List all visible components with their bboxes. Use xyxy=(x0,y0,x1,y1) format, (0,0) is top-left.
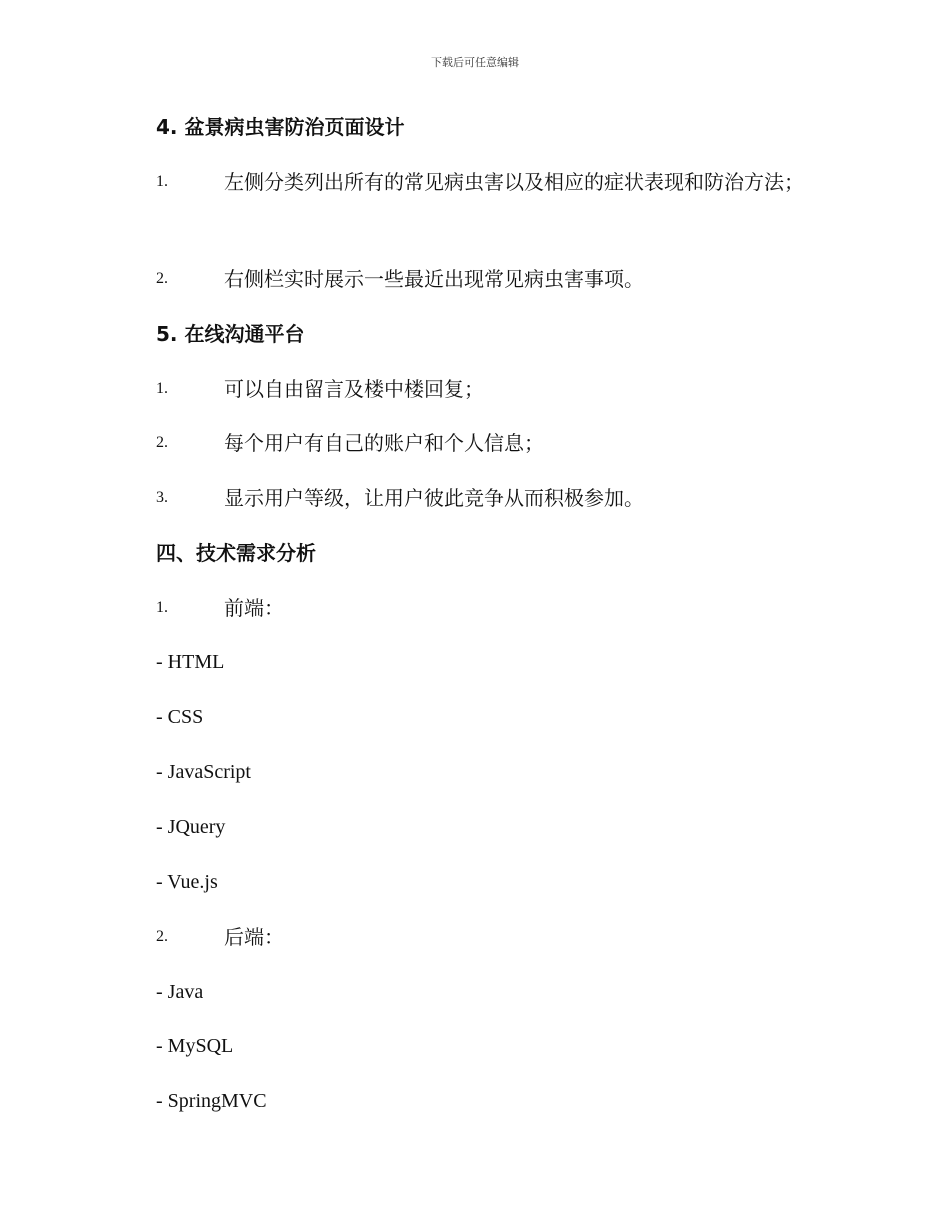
list-number: 2. xyxy=(156,928,168,945)
list-item xyxy=(112,161,822,203)
section-heading-online-platform: 5. 在线沟通平台 xyxy=(156,322,305,346)
list-item-backend xyxy=(112,916,822,958)
section-heading-pest-control: 4. 盆景病虫害防治页面设计 xyxy=(156,115,405,139)
list-item-text: 每个用户有自己的账户和个人信息； xyxy=(224,431,544,455)
list-item-text: 前端： xyxy=(224,596,284,620)
list-number: 1. xyxy=(156,380,168,397)
list-number: 3. xyxy=(156,489,168,506)
page-header: 下载后可任意编辑 xyxy=(431,56,519,69)
list-item-text: 右侧栏实时展示一些最近出现常见病虫害事项。 xyxy=(224,267,644,291)
frontend-tech-item: - Vue.js xyxy=(156,871,218,893)
frontend-tech-item: - CSS xyxy=(156,706,204,728)
backend-tech-item: - MySQL xyxy=(156,1035,234,1057)
list-number: 2. xyxy=(156,434,168,451)
list-item xyxy=(112,422,822,464)
list-number: 1. xyxy=(156,173,168,190)
list-item-frontend xyxy=(112,587,822,629)
backend-tech-item: - SpringMVC xyxy=(156,1090,267,1112)
frontend-tech-item: - HTML xyxy=(156,651,225,673)
backend-tech-item: - Java xyxy=(156,981,204,1003)
list-number: 2. xyxy=(156,270,168,287)
list-item xyxy=(112,368,822,410)
list-item-text: 左侧分类列出所有的常见病虫害以及相应的症状表现和防治方法； xyxy=(224,170,804,194)
list-item-text: 显示用户等级，让用户彼此竞争从而积极参加。 xyxy=(224,486,644,510)
list-item-text: 可以自由留言及楼中楼回复； xyxy=(224,377,484,401)
frontend-tech-item: - JavaScript xyxy=(156,761,251,783)
section-heading-tech-requirements: 四、技术需求分析 xyxy=(156,541,316,565)
list-item-text: 后端： xyxy=(224,925,284,949)
list-item xyxy=(112,477,822,519)
list-number: 1. xyxy=(156,599,168,616)
frontend-tech-item: - JQuery xyxy=(156,816,226,838)
list-item xyxy=(112,258,822,300)
